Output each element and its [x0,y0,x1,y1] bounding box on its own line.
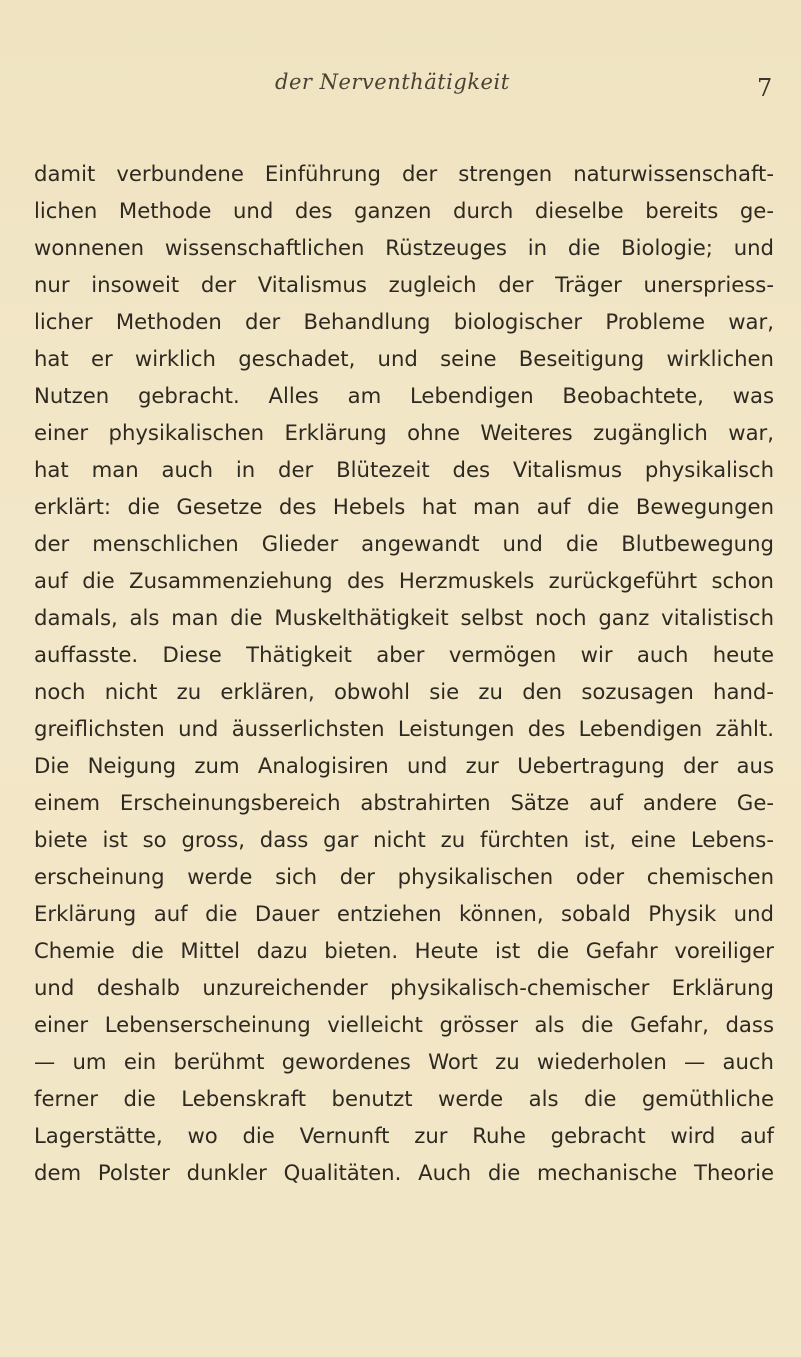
body-text [34,155,774,1191]
text-line: erklärt: die Gesetze des Hebels hat man auf die Bewegungen [34,494,774,519]
running-title: der Nerventhätigkeit [275,70,510,94]
page-number: 7 [757,74,773,102]
text-line: Lagerstätte, wo die Vernunft zur Ruhe gebracht wird auf [34,1123,774,1148]
text-line: auf die Zusammenziehung des Herzmuskels zurückgeführt schon [34,568,774,593]
text-line: licher Methoden der Behandlung biologischer Probleme war, [34,309,774,334]
text-line: hat er wirklich geschadet, und seine Beseitigung wirklichen [34,346,774,371]
text-line: einer Lebenserscheinung vielleicht grösser als die Gefahr, dass [34,1012,774,1037]
text-line: ferner die Lebenskraft benutzt werde als die gemüthliche [34,1086,774,1111]
text-line: wonnenen wissenschaftlichen Rüstzeuges in die Biologie; und [34,235,774,260]
text-line: — um ein berühmt gewordenes Wort zu wiederholen — auch [34,1049,774,1074]
text-line: Erklärung auf die Dauer entziehen können, sobald Physik und [34,901,774,926]
text-line: erscheinung werde sich der physikalischen oder chemischen [34,864,774,889]
text-line: einem Erscheinungsbereich abstrahirten Sätze auf andere Ge- [34,790,774,815]
text-line: Nutzen gebracht. Alles am Lebendigen Beobachtete, was [34,383,774,408]
text-line: damit verbundene Einführung der strengen naturwissenschaft- [34,161,774,186]
text-line: lichen Methode und des ganzen durch dieselbe bereits ge- [34,198,774,223]
text-line: dem Polster dunkler Qualitäten. Auch die mechanische Theorie [34,1160,774,1185]
text-line: einer physikalischen Erklärung ohne Weiteres zugänglich war, [34,420,774,445]
text-line: greiflichsten und äusserlichsten Leistungen des Lebendigen zählt. [34,716,774,741]
text-line: noch nicht zu erklären, obwohl sie zu den sozusagen hand- [34,679,774,704]
running-head [0,70,801,106]
text-line: nur insoweit der Vitalismus zugleich der Träger unerspriess- [34,272,774,297]
text-line: biete ist so gross, dass gar nicht zu fürchten ist, eine Lebens- [34,827,774,852]
text-line: hat man auch in der Blütezeit des Vitalismus physikalisch [34,457,774,482]
text-line: auffasste. Diese Thätigkeit aber vermögen wir auch heute [34,642,774,667]
text-line: damals, als man die Muskelthätigkeit selbst noch ganz vitalistisch [34,605,774,630]
text-line: Chemie die Mittel dazu bieten. Heute ist die Gefahr voreiliger [34,938,774,963]
text-line: der menschlichen Glieder angewandt und die Blutbewegung [34,531,774,556]
text-line: und deshalb unzureichender physikalisch-chemischer Erklärung [34,975,774,1000]
text-line: Die Neigung zum Analogisiren und zur Uebertragung der aus [34,753,774,778]
